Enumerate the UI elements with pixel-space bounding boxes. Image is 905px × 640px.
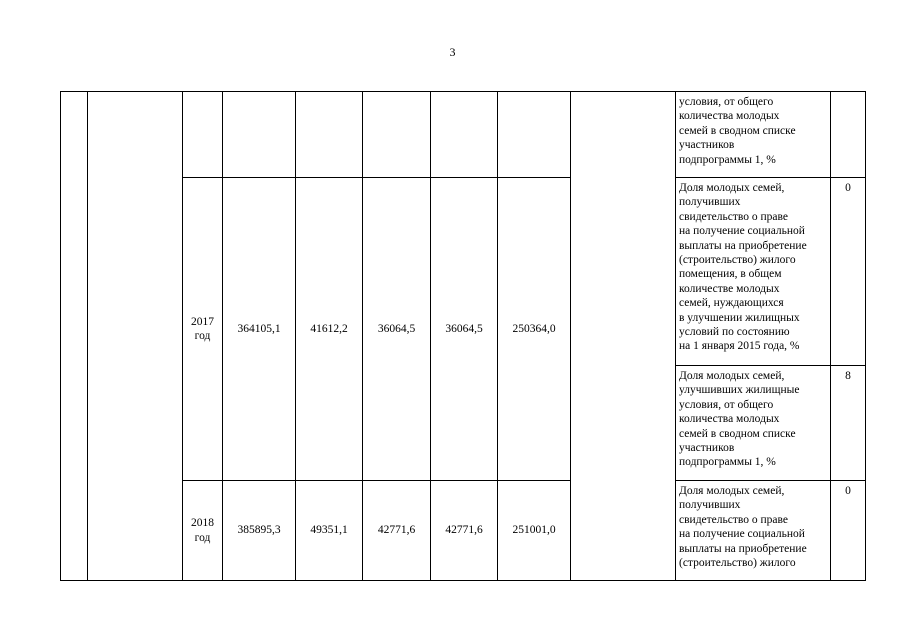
indicator-text: Доля молодых семей, улучшивших жилищные условия, от общего количества молодых семей в сводном списке участников подпрограммы 1, % — [679, 370, 800, 469]
local-cell-2018: 42771,6 — [445, 524, 483, 537]
budget-table — [60, 91, 866, 581]
col-border-1 — [87, 91, 88, 581]
indicator-value: 0 — [845, 182, 851, 194]
indicator-value: 0 — [845, 485, 851, 497]
regional-cell-2017: 36064,5 — [377, 322, 416, 335]
indicator-text: Доля молодых семей, получивших свидетельство о праве на получение социальной выплаты на приобретение (строительство) жилого помещения, в общем количестве молодых семей, нуждающихся в улучшении жилищных условий по состоянию на 1 января 2015 года, % — [679, 182, 807, 353]
indicator-text: условия, от общего количества молодых семей в сводном списке участников подпрограммы 1, % — [679, 96, 796, 166]
federal-cell-2017: 41612,2 — [310, 322, 348, 335]
year-cell-2018: 2018 год — [191, 517, 214, 544]
local-cell-2017: 36064,5 — [445, 322, 483, 335]
federal-cell-2018: 49351,1 — [310, 524, 348, 537]
year-cell-2017: 2017 год — [191, 315, 214, 342]
total-cell-2018: 385895,3 — [237, 524, 281, 537]
indicator-value — [831, 92, 865, 177]
other-cell-2018: 251001,0 — [512, 524, 556, 537]
indicator-text: Доля молодых семей, получивших свидетельство о праве на получение социальной выплаты на приобретение (строительство) жилого — [679, 485, 807, 570]
regional-cell-2018: 42771,6 — [377, 524, 416, 537]
table-border-bottom — [60, 580, 866, 581]
total-cell-2017: 364105,1 — [237, 322, 281, 335]
col-border-0 — [60, 91, 61, 581]
col-border-8 — [570, 91, 571, 581]
indicator-value: 8 — [845, 370, 851, 382]
other-cell-2017: 250364,0 — [512, 322, 556, 335]
col-border-11 — [865, 91, 866, 581]
page-number: 3 — [449, 45, 456, 59]
